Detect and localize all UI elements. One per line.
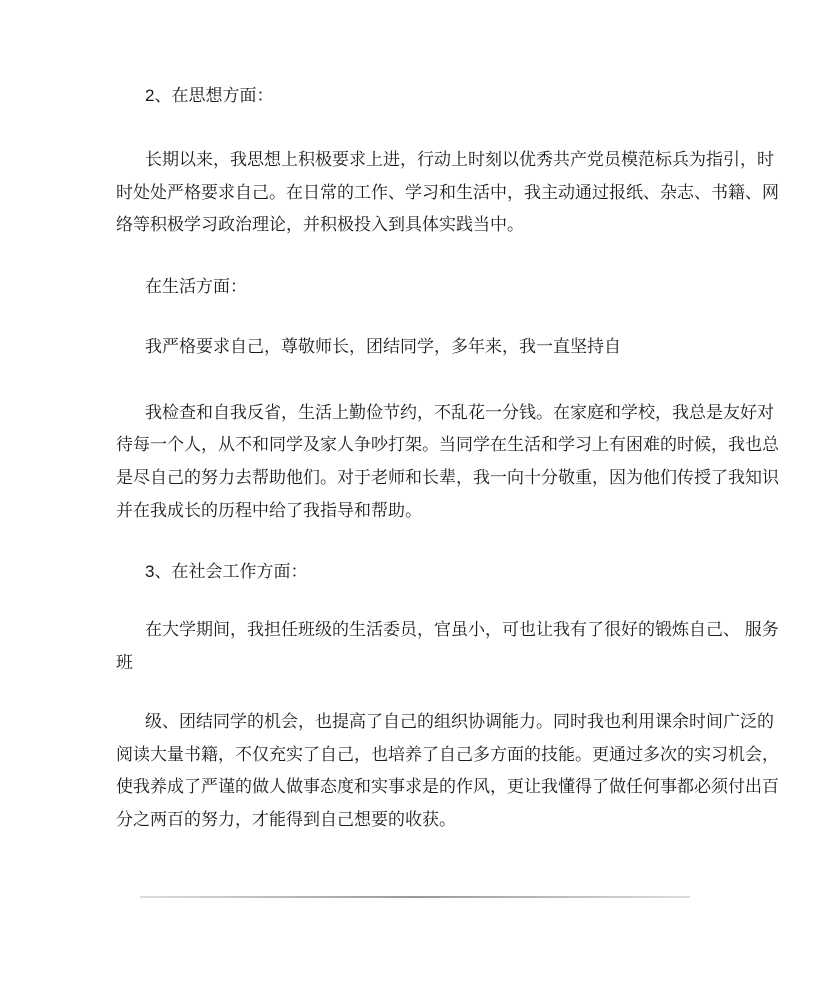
paragraph-line: 分之两百的努力，才能得到自己想要的收获。 bbox=[116, 810, 456, 829]
section-heading: 2、在思想方面： bbox=[145, 86, 274, 105]
paragraph-line: 我严格要求自己，尊敬师长，团结同学，多年来，我一直坚持自 bbox=[145, 337, 621, 356]
paragraph-line: 我检查和自我反省，生活上勤俭节约，不乱花一分钱。在家庭和学校，我总是友好对 bbox=[145, 403, 774, 422]
paragraph-line: 级、团结同学的机会，也提高了自己的组织协调能力。同时我也利用课余时间广泛的 bbox=[145, 712, 774, 731]
section-heading: 3、在社会工作方面： bbox=[145, 562, 308, 581]
paragraph-line: 长期以来，我思想上积极要求上进，行动上时刻以优秀共产党员模范标兵为指引，时 bbox=[145, 150, 774, 169]
section-heading: 在生活方面： bbox=[145, 277, 247, 296]
paragraph-line: 时处处严格要求自己。在日常的工作、学习和生活中，我主动通过报纸、杂志、书籍、网 bbox=[116, 183, 779, 202]
paragraph-line: 阅读大量书籍，不仅充实了自己，也培养了自己多方面的技能。更通过多次的实习机会， bbox=[116, 745, 779, 764]
paragraph-line: 并在我成长的历程中给了我指导和帮助。 bbox=[116, 501, 422, 520]
paragraph-line: 是尽自己的努力去帮助他们。对于老师和长辈，我一向十分敬重，因为他们传授了我知识 bbox=[116, 468, 779, 487]
paragraph-line: 班 bbox=[116, 653, 133, 672]
page-footer-divider bbox=[140, 896, 690, 898]
paragraph-line: 使我养成了严谨的做人做事态度和实事求是的作风，更让我懂得了做任何事都必须付出百 bbox=[116, 777, 779, 796]
paragraph-line: 络等积极学习政治理论，并积极投入到具体实践当中。 bbox=[116, 215, 524, 234]
paragraph-line: 在大学期间，我担任班级的生活委员，官虽小，可也让我有了很好的锻炼自己、 服务 bbox=[145, 620, 779, 639]
paragraph-line: 待每一个人，从不和同学及家人争吵打架。当同学在生活和学习上有困难的时候，我也总 bbox=[116, 435, 779, 454]
